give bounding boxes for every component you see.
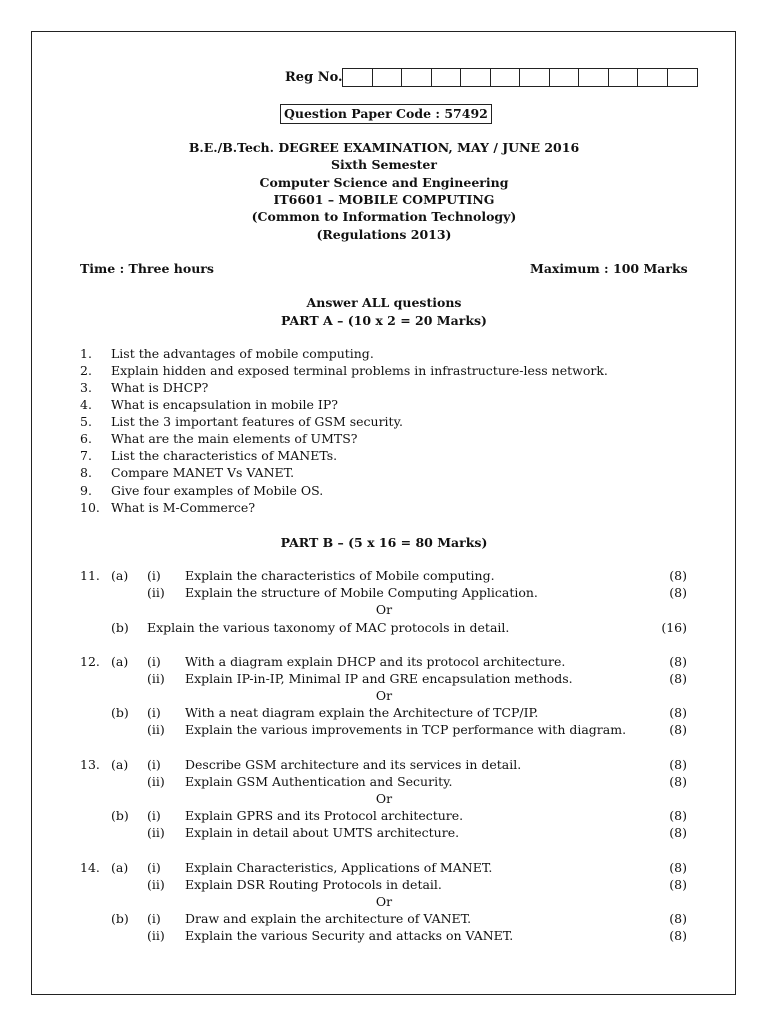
roman-label: (i)	[147, 808, 161, 823]
question-text: Explain GPRS and its Protocol architecture.	[185, 808, 464, 823]
semester: Sixth Semester	[331, 157, 437, 172]
roman-label: (ii)	[147, 585, 165, 600]
roman-label: (i)	[147, 757, 161, 772]
question-number: 1.	[80, 346, 92, 361]
question-text: Give four examples of Mobile OS.	[111, 483, 324, 498]
exam-title: B.E./B.Tech. DEGREE EXAMINATION, MAY / JUNE 2016	[188, 140, 580, 155]
roman-label: (i)	[147, 860, 161, 875]
question-text: List the advantages of mobile computing.	[111, 346, 374, 361]
question-paper-code: Question Paper Code : 57492	[280, 104, 492, 124]
roman-label: (i)	[147, 654, 161, 669]
or-separator: Or	[375, 791, 393, 806]
marks: (8)	[669, 757, 687, 772]
course-title: IT6601 – MOBILE COMPUTING	[273, 192, 495, 207]
reg-no-box[interactable]	[373, 69, 403, 86]
roman-label: (ii)	[147, 928, 165, 943]
sub-part-label: (a)	[111, 757, 129, 772]
question-number: 2.	[80, 363, 92, 378]
roman-label: (i)	[147, 705, 161, 720]
sub-part-label: (a)	[111, 860, 129, 875]
question-text: What is DHCP?	[111, 380, 209, 395]
question-number: 14.	[80, 860, 100, 875]
marks: (8)	[669, 671, 687, 686]
max-marks-label: Maximum : 100 Marks	[530, 261, 688, 276]
reg-no-box[interactable]	[579, 69, 609, 86]
question-number: 9.	[80, 483, 92, 498]
marks: (8)	[669, 722, 687, 737]
question-number: 13.	[80, 757, 100, 772]
marks: (8)	[669, 568, 687, 583]
sub-part-label: (b)	[111, 620, 129, 635]
question-number: 11.	[80, 568, 100, 583]
question-text: Explain IP-in-IP, Minimal IP and GRE encapsulation methods.	[185, 671, 573, 686]
question-text: With a diagram explain DHCP and its protocol architecture.	[185, 654, 566, 669]
question-text: List the characteristics of MANETs.	[111, 448, 338, 463]
reg-no-label: Reg No.	[285, 70, 343, 85]
marks: (8)	[669, 860, 687, 875]
question-number: 12.	[80, 654, 100, 669]
question-number: 7.	[80, 448, 92, 463]
roman-label: (i)	[147, 568, 161, 583]
marks: (16)	[661, 620, 687, 635]
question-text: Explain in detail about UMTS architecture.	[185, 825, 460, 840]
question-text: With a neat diagram explain the Architecture of TCP/IP.	[185, 705, 539, 720]
roman-label: (ii)	[147, 774, 165, 789]
roman-label: (ii)	[147, 877, 165, 892]
or-separator: Or	[375, 894, 393, 909]
question-text: Explain hidden and exposed terminal problems in infrastructure-less network.	[111, 363, 608, 378]
question-text: What is M-Commerce?	[111, 500, 256, 515]
marks: (8)	[669, 654, 687, 669]
reg-no-box[interactable]	[402, 69, 432, 86]
marks: (8)	[669, 911, 687, 926]
question-number: 5.	[80, 414, 92, 429]
roman-label: (ii)	[147, 671, 165, 686]
department: Computer Science and Engineering	[259, 175, 509, 190]
question-text: Explain GSM Authentication and Security.	[185, 774, 453, 789]
reg-no-box[interactable]	[343, 69, 373, 86]
question-text: Explain the structure of Mobile Computing Application.	[185, 585, 538, 600]
time-label: Time : Three hours	[80, 261, 214, 276]
roman-label: (ii)	[147, 722, 165, 737]
reg-no-box[interactable]	[638, 69, 668, 86]
question-text: Explain the various improvements in TCP performance with diagram.	[185, 722, 627, 737]
reg-no-box[interactable]	[668, 69, 698, 86]
question-number: 8.	[80, 465, 92, 480]
question-text: Describe GSM architecture and its services in detail.	[185, 757, 522, 772]
reg-no-box[interactable]	[550, 69, 580, 86]
reg-no-box[interactable]	[520, 69, 550, 86]
roman-label: (ii)	[147, 825, 165, 840]
question-text: Draw and explain the architecture of VANET.	[185, 911, 472, 926]
reg-no-box[interactable]	[491, 69, 521, 86]
question-text: List the 3 important features of GSM security.	[111, 414, 403, 429]
sub-part-label: (b)	[111, 911, 129, 926]
common-note: (Common to Information Technology)	[251, 209, 517, 224]
marks: (8)	[669, 585, 687, 600]
reg-no-box[interactable]	[461, 69, 491, 86]
marks: (8)	[669, 877, 687, 892]
question-text: What is encapsulation in mobile IP?	[111, 397, 338, 412]
or-separator: Or	[375, 688, 393, 703]
question-number: 6.	[80, 431, 92, 446]
marks: (8)	[669, 705, 687, 720]
question-text: Explain the various taxonomy of MAC protocols in detail.	[147, 620, 510, 635]
regulation: (Regulations 2013)	[316, 227, 452, 242]
marks: (8)	[669, 928, 687, 943]
sub-part-label: (b)	[111, 705, 129, 720]
question-number: 3.	[80, 380, 92, 395]
marks: (8)	[669, 825, 687, 840]
question-text: Explain the characteristics of Mobile computing.	[185, 568, 495, 583]
question-text: Explain DSR Routing Protocols in detail.	[185, 877, 442, 892]
reg-no-boxes[interactable]	[342, 68, 698, 87]
question-text: What are the main elements of UMTS?	[111, 431, 358, 446]
part-a-title: PART A – (10 x 2 = 20 Marks)	[281, 313, 487, 328]
question-text: Explain Characteristics, Applications of MANET.	[185, 860, 493, 875]
part-b-title: PART B – (5 x 16 = 80 Marks)	[280, 535, 488, 550]
or-separator: Or	[375, 602, 393, 617]
question-number: 4.	[80, 397, 92, 412]
instruction: Answer ALL questions	[306, 295, 462, 310]
sub-part-label: (b)	[111, 808, 129, 823]
sub-part-label: (a)	[111, 568, 129, 583]
question-text: Compare MANET Vs VANET.	[111, 465, 295, 480]
question-number: 10.	[80, 500, 100, 515]
marks: (8)	[669, 808, 687, 823]
question-text: Explain the various Security and attacks on VANET.	[185, 928, 514, 943]
reg-no-box[interactable]	[609, 69, 639, 86]
sub-part-label: (a)	[111, 654, 129, 669]
marks: (8)	[669, 774, 687, 789]
roman-label: (i)	[147, 911, 161, 926]
reg-no-box[interactable]	[432, 69, 462, 86]
